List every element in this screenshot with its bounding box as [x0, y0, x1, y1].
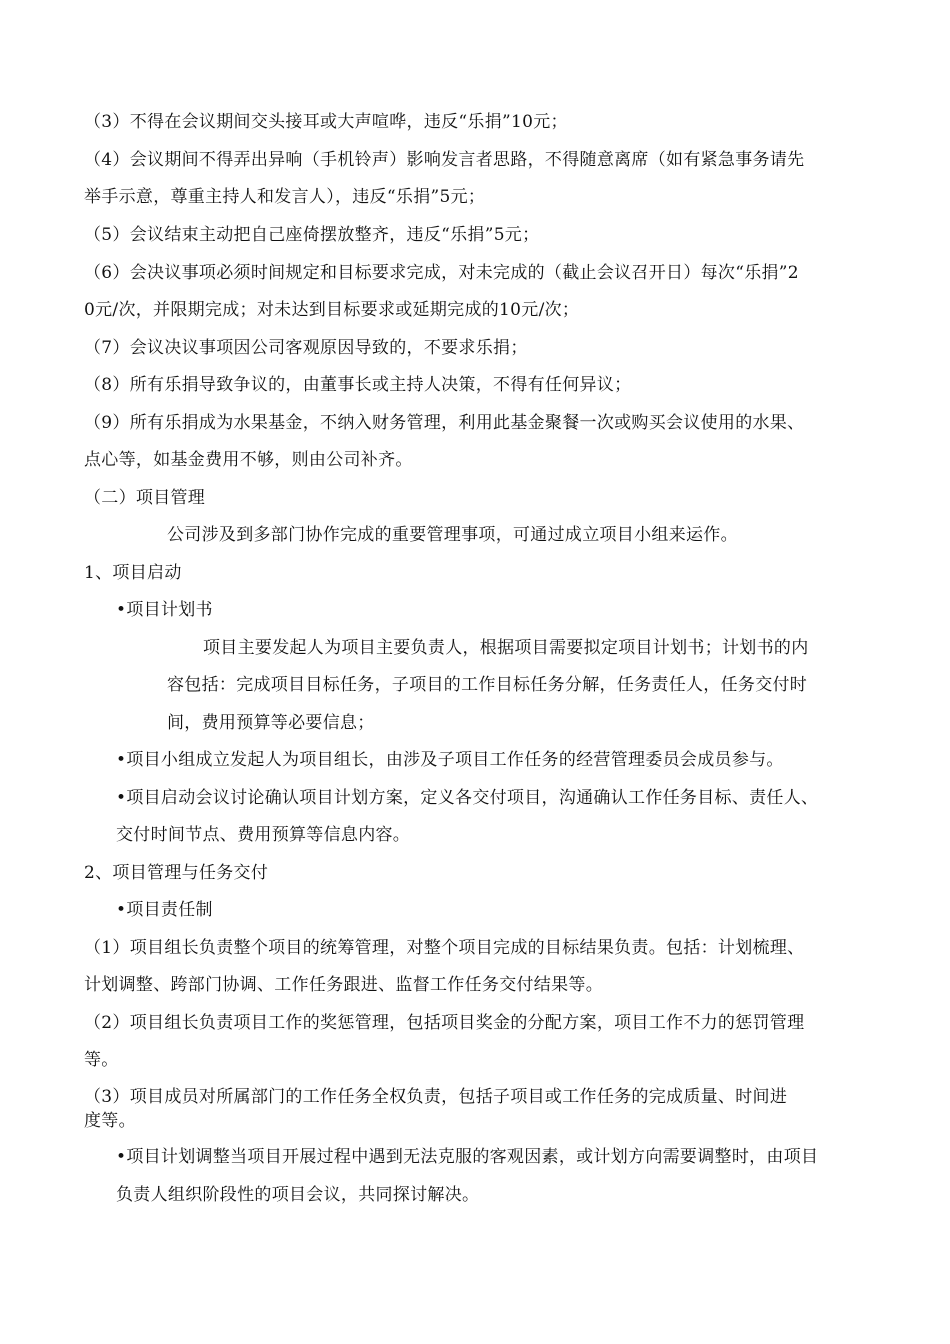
- rule-item-9: （9）所有乐捐成为水果基金，不纳入财务管理，利用此基金聚餐一次或购买会议使用的水果、: [84, 413, 805, 433]
- rule-item-9-cont: 点心等，如基金费用不够，则由公司补齐。: [84, 450, 413, 470]
- responsibility-item-3: （3）项目成员对所属部门的工作任务全权负责，包括子项目或工作任务的完成质量、时间进: [84, 1087, 788, 1107]
- subheading-project-start: 1、项目启动: [84, 563, 182, 583]
- rule-item-8: （8）所有乐捐导致争议的，由董事长或主持人决策，不得有任何异议；: [84, 375, 632, 395]
- bullet-kickoff-meeting-cont: 交付时间节点、费用预算等信息内容。: [116, 825, 411, 845]
- responsibility-item-1: （1）项目组长负责整个项目的统筹管理，对整个项目完成的目标结果负责。包括：计划梳理、: [84, 938, 805, 958]
- section-heading-project-management: （二）项目管理: [84, 488, 206, 508]
- responsibility-item-1-cont: 计划调整、跨部门协调、工作任务跟进、监督工作任务交付结果等。: [84, 975, 603, 995]
- bullet-project-plan: •项目计划书: [116, 600, 213, 620]
- rule-item-5: （5）会议结束主动把自己座倚摆放整齐，违反“乐捐”5元；: [84, 225, 540, 245]
- subheading-task-delivery: 2、项目管理与任务交付: [84, 863, 269, 883]
- section-intro: 公司涉及到多部门协作完成的重要管理事项，可通过成立项目小组来运作。: [167, 525, 738, 545]
- plan-description-1: 项目主要发起人为项目主要负责人，根据项目需要拟定项目计划书；计划书的内: [203, 638, 809, 658]
- responsibility-item-3-cont: 度等。: [84, 1111, 136, 1131]
- bullet-responsibility: •项目责任制: [116, 900, 213, 920]
- rule-item-7: （7）会议决议事项因公司客观原因导致的，不要求乐捐；: [84, 338, 528, 358]
- responsibility-item-2: （2）项目组长负责项目工作的奖惩管理，包括项目奖金的分配方案，项目工作不力的惩罚管理: [84, 1013, 805, 1033]
- responsibility-item-2-cont: 等。: [84, 1050, 119, 1070]
- rule-item-6: （6）会决议事项必须时间规定和目标要求完成，对未完成的（截止会议召开日）每次“乐捐”2: [84, 263, 799, 283]
- bullet-plan-adjustment: •项目计划调整当项目开展过程中遇到无法克服的客观因素，或计划方向需要调整时，由项目: [116, 1147, 819, 1167]
- plan-description-3: 间，费用预算等必要信息；: [167, 713, 375, 733]
- plan-description-2: 容包括：完成项目目标任务，子项目的工作目标任务分解，任务责任人，任务交付时: [167, 675, 808, 695]
- rule-item-4: （4）会议期间不得弄出异响（手机铃声）影响发言者思路，不得随意离席（如有紧急事务请先: [84, 150, 805, 170]
- bullet-kickoff-meeting: •项目启动会议讨论确认项目计划方案，定义各交付项目，沟通确认工作任务目标、责任人、: [116, 788, 819, 808]
- rule-item-4-cont: 举手示意，尊重主持人和发言人），违反“乐捐”5元；: [84, 187, 486, 207]
- rule-item-6-cont: 0元/次，并限期完成；对未达到目标要求或延期完成的10元/次；: [84, 300, 580, 320]
- rule-item-3: （3）不得在会议期间交头接耳或大声喧哗，违反“乐捐”10元；: [84, 112, 568, 132]
- bullet-plan-adjustment-cont: 负责人组织阶段性的项目会议，共同探讨解决。: [116, 1185, 480, 1205]
- bullet-team-setup: •项目小组成立发起人为项目组长，由涉及子项目工作任务的经营管理委员会成员参与。: [116, 750, 784, 770]
